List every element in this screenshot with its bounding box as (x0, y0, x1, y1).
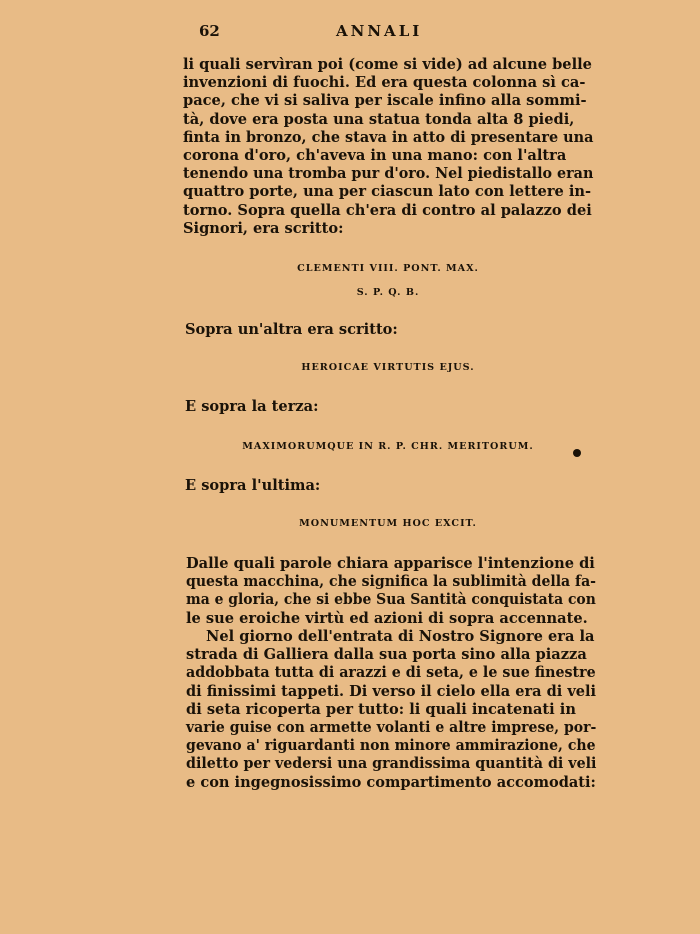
text-line: strada di Galliera dalla sua porta sino alla piazza (186, 646, 587, 664)
text-line: corona d'oro, ch'aveva in una mano: con l'altra (183, 147, 567, 165)
inscription-line: MONUMENTUM HOC EXCIT. (299, 518, 477, 529)
text-line: pace, che vi si saliva per iscale infino alla sommi- (183, 92, 587, 110)
text-line: addobbata tutta di arazzi e di seta, e le sue finestre (186, 664, 596, 682)
text-line: e con ingegnosissimo compartimento accomodati: (186, 773, 596, 791)
page-number: 62 (199, 22, 220, 40)
inscription-line: MAXIMORUMQUE IN R. P. CHR. MERITORUM. (242, 441, 534, 452)
text-line: tenendo una tromba pur d'oro. Nel piedistallo eran (183, 165, 594, 183)
paragraph-1 (183, 56, 593, 238)
inscription-intro: E sopra la terza: (185, 398, 319, 415)
text-line: questa macchina, che significa la sublimità della fa- (186, 573, 597, 591)
text-line: di finissimi tappeti. Di verso il cielo ella era di veli (186, 682, 597, 700)
text-line: li quali servìran poi (come si vide) ad alcune belle (183, 56, 592, 73)
text-line: Dalle quali parole chiara apparisce l'intenzione di (186, 555, 595, 572)
ink-spot (573, 449, 581, 457)
inscription-line: CLEMENTI VIII. PONT. MAX. (297, 263, 479, 274)
paragraph-2 (186, 555, 596, 628)
text-line: invenzioni di fuochi. Ed era questa colonna sì ca- (183, 74, 586, 92)
text-line: finta in bronzo, che stava in atto di presentare una (183, 128, 594, 146)
text-line: varie guise con armette volanti e altre imprese, por- (186, 719, 597, 737)
inscription-intro: Sopra un'altra era scritto: (185, 321, 398, 338)
inscription-intro: E sopra l'ultima: (185, 477, 321, 494)
running-title: ANNALI (336, 22, 423, 40)
text-line: ma e gloria, che si ebbe Sua Santità conquistata con (186, 591, 596, 609)
text-line: di seta ricoperta per tutto: li quali incatenati in (186, 700, 576, 718)
text-line: Nel giorno dell'entrata di Nostro Signore era la (206, 628, 595, 645)
text-line: diletto per vedersi una grandissima quantità di veli (186, 755, 597, 773)
text-line: torno. Sopra quella ch'era di contro al palazzo dei (183, 201, 592, 219)
paragraph-3 (186, 628, 596, 792)
running-head (199, 22, 619, 44)
text-line: gevano a' riguardanti non minore ammirazione, che (186, 737, 596, 755)
text-line: quattro porte, una per ciascun lato con lettere in- (183, 183, 592, 201)
inscription-line: HEROICAE VIRTUTIS EJUS. (301, 362, 475, 373)
text-line: Signori, era scritto: (183, 219, 344, 237)
inscription-line: S. P. Q. B. (356, 287, 420, 298)
text-line: le sue eroiche virtù ed azioni di sopra accennate. (186, 609, 588, 627)
text-line: tà, dove era posta una statua tonda alta 8 piedi, (183, 110, 575, 128)
